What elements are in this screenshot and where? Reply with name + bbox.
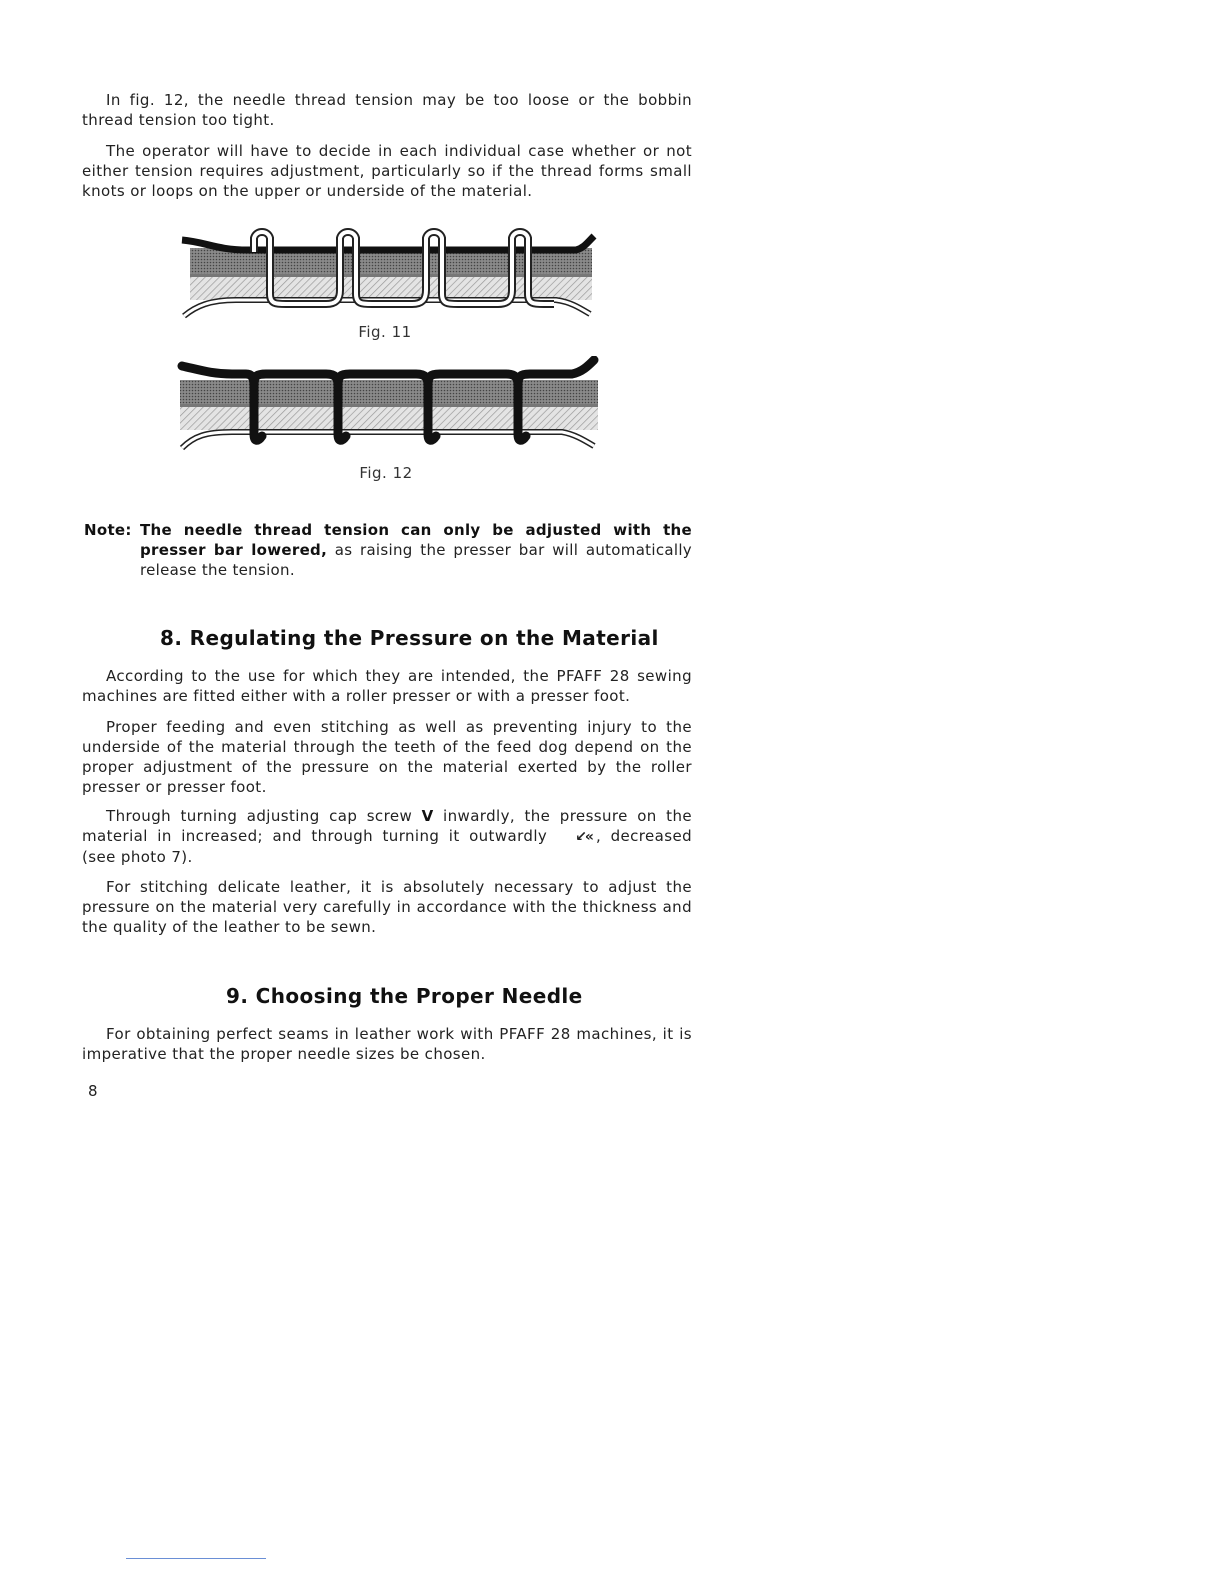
section-8-paragraph-3: Through turning adjusting cap screw V inwardly, the pressure on the material in increased; and through turning it outwardly ↙« , decreased (see photo 7). — [82, 807, 692, 866]
section-8-paragraph-2: Proper feeding and even stitching as well as preventing injury to the underside of the material through the teeth of the feed dog depend on the proper adjustment of the pressure on the material exerted by the roller presser or presser foot. — [82, 718, 692, 796]
fig-12-stitch-diagram — [176, 356, 602, 456]
note-text — [140, 520, 692, 580]
footer-rule — [126, 1558, 266, 1559]
note-bold-text: The needle thread tension can only be adjusted with the presser bar lowered, — [140, 521, 692, 559]
note-label: Note: — [84, 521, 132, 539]
fig-12-caption: Fig. 12 — [359, 464, 413, 482]
cap-screw-v-label: V — [421, 807, 434, 825]
section-8-heading: 8. Regulating the Pressure on the Material — [160, 626, 659, 650]
intro-paragraph-2: The operator will have to decide in each individual case whether or not either tension requires adjustment, particularly so if the thread forms small knots or loops on the upper or underside of the material. — [82, 142, 692, 200]
section-9-paragraph-1: For obtaining perfect seams in leather work with PFAFF 28 machines, it is imperative that the proper needle sizes be chosen. — [82, 1025, 692, 1063]
outward-arrow-icon: ↙« — [575, 829, 592, 845]
note-block — [82, 520, 692, 580]
fig-11-stitch-diagram — [176, 228, 602, 324]
section-9-heading: 9. Choosing the Proper Needle — [226, 984, 583, 1008]
note-rest-text: as raising the presser bar will automatically release the tension. — [140, 541, 692, 579]
page-number: 8 — [88, 1082, 98, 1100]
section-8-paragraph-4: For stitching delicate leather, it is absolutely necessary to adjust the pressure on the material very carefully in accordance with the thickness and the quality of the leather to be sewn. — [82, 878, 692, 936]
section-8-paragraph-1: According to the use for which they are intended, the PFAFF 28 sewing machines are fitted either with a roller presser or with a presser foot. — [82, 667, 692, 705]
intro-paragraph-1: In fig. 12, the needle thread tension may be too loose or the bobbin thread tension too tight. — [82, 91, 692, 129]
fig-11-caption: Fig. 11 — [358, 323, 412, 341]
